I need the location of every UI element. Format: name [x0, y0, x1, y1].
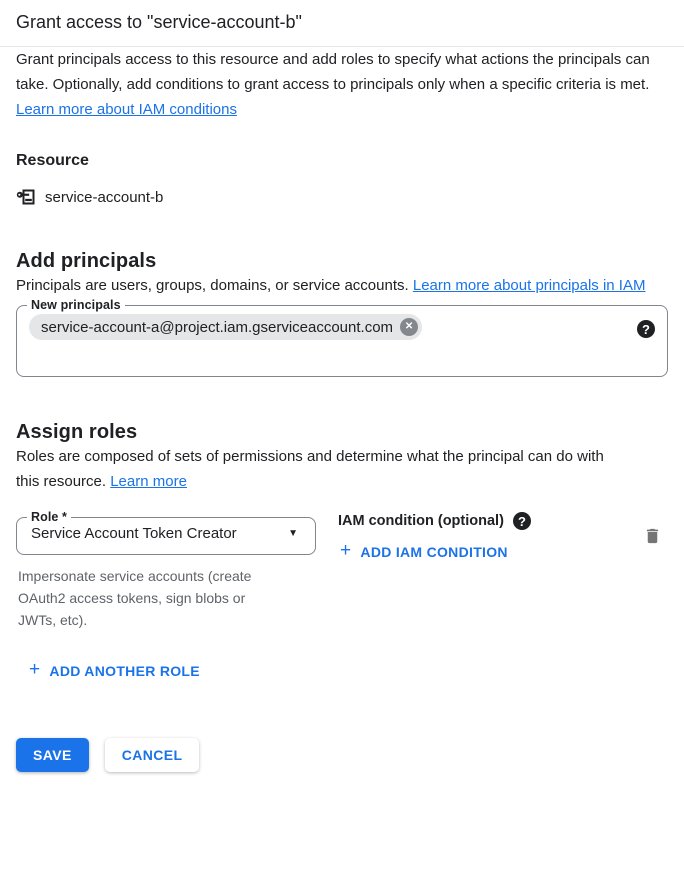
role-helper-text: Impersonate service accounts (create OAuth2 access tokens, sign blobs or JWTs, etc). — [18, 568, 252, 628]
iam-condition-label-row — [338, 512, 531, 530]
delete-role-column — [643, 510, 668, 551]
cancel-button[interactable]: CANCEL — [105, 738, 200, 772]
iam-condition-column — [338, 510, 531, 562]
assign-roles-heading: Assign roles — [16, 421, 138, 443]
principals-learn-more-link[interactable]: Learn more about principals in IAM — [412, 277, 646, 294]
principal-chip — [29, 314, 422, 340]
principals-help-icon[interactable]: ? — [637, 320, 655, 338]
plus-icon: + — [340, 540, 352, 561]
save-button[interactable]: SAVE — [16, 738, 89, 772]
resource-row — [16, 187, 668, 207]
resource-name: service-account-b — [45, 188, 164, 206]
dialog-body — [0, 47, 684, 772]
new-principals-label: New principals — [31, 298, 121, 312]
principal-chip-label: service-account-a@project.iam.gserviceaccount.com — [41, 318, 394, 336]
new-principals-input-area[interactable] — [29, 312, 655, 364]
iam-conditions-link[interactable]: Learn more about IAM conditions — [16, 101, 237, 118]
new-principals-field[interactable] — [16, 298, 668, 377]
chip-remove-icon[interactable]: ✕ — [400, 318, 418, 336]
role-select-field[interactable] — [16, 510, 316, 555]
roles-learn-more-link[interactable]: Learn more — [110, 473, 187, 490]
iam-condition-help-icon[interactable]: ? — [513, 512, 531, 530]
add-iam-condition-label: ADD IAM CONDITION — [360, 543, 508, 560]
delete-role-button[interactable] — [643, 526, 662, 546]
dialog-title: Grant access to "service-account-b" — [16, 12, 302, 32]
add-principals-heading: Add principals — [16, 250, 157, 272]
role-column — [16, 510, 316, 631]
intro-paragraph — [16, 47, 668, 122]
add-iam-condition-button[interactable] — [340, 542, 508, 561]
intro-text: Grant principals access to this resource and add roles to specify what actions the principals can take. Optionally, add conditions to grant access to principals only when a specific criteria is met. — [16, 51, 650, 93]
plus-icon: + — [29, 659, 41, 680]
role-binding-row — [16, 510, 668, 631]
assign-roles-text: Roles are composed of sets of permissions and determine what the principal can do with this resource. — [16, 448, 604, 490]
dialog-header — [0, 0, 684, 47]
add-principals-description — [16, 273, 668, 298]
add-another-role-button[interactable] — [29, 661, 200, 680]
chevron-down-icon: ▼ — [288, 528, 298, 539]
iam-condition-label: IAM condition (optional) — [338, 513, 504, 529]
dialog-actions — [16, 738, 668, 772]
resource-heading: Resource — [16, 152, 89, 169]
add-another-role-label: ADD ANOTHER ROLE — [49, 662, 200, 679]
role-select-label: Role * — [31, 510, 68, 524]
role-select[interactable] — [29, 524, 303, 542]
service-account-icon — [16, 187, 36, 207]
add-principals-text: Principals are users, groups, domains, or service accounts. — [16, 277, 409, 294]
role-select-value: Service Account Token Creator — [31, 525, 237, 542]
assign-roles-description — [16, 444, 606, 494]
trash-icon — [643, 534, 662, 549]
